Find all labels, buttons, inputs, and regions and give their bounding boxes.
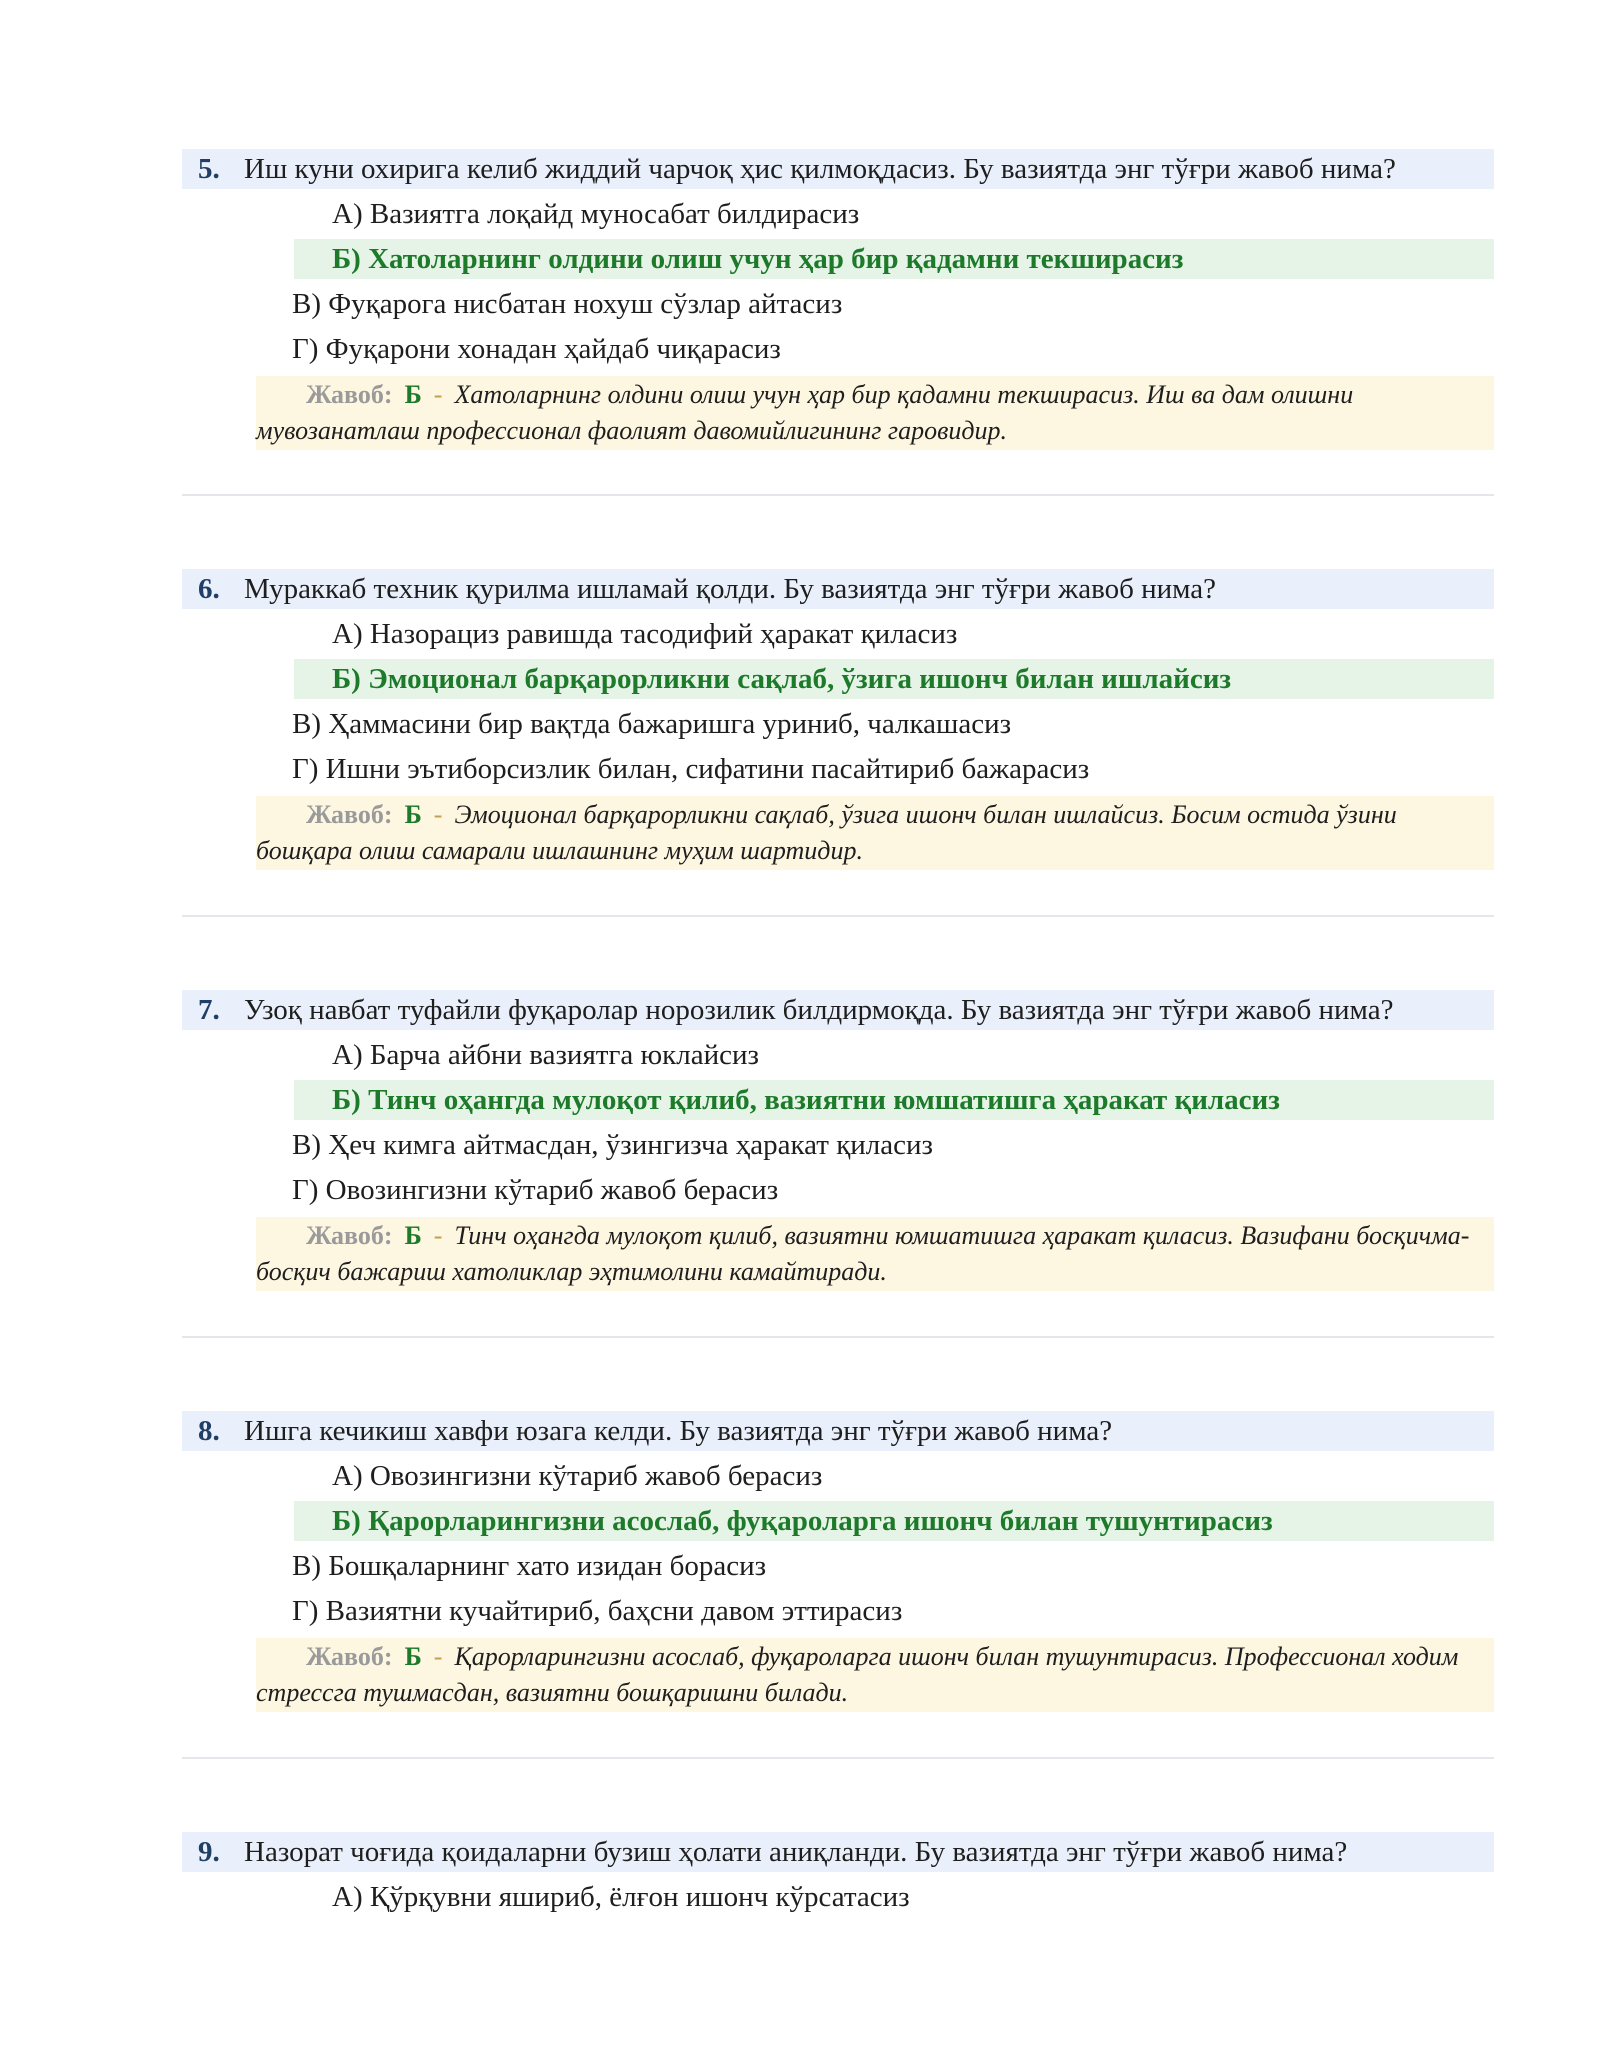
- answer-explanation: Қарорларингизни асослаб, фуқароларга ишонч билан тушунтирасиз. Профессионал ходим стрессга тушмасдан, вазиятни бошқаришни билади.: [256, 1642, 1459, 1707]
- answer-box: [256, 376, 1494, 450]
- divider: [182, 915, 1494, 917]
- option-a: А) Барча айбни вазиятга юклайсиз: [332, 1039, 759, 1071]
- question-9: [182, 1832, 1494, 1913]
- answer-box: [256, 796, 1494, 870]
- divider: [182, 1336, 1494, 1338]
- question-header: [182, 1411, 1494, 1451]
- option-a: А) Қўрқувни яшириб, ёлғон ишонч кўрсатасиз: [332, 1881, 910, 1913]
- question-number: 9.: [198, 1836, 220, 1868]
- answer-dash: -: [433, 800, 443, 829]
- option-b-correct: Б) Хатоларнинг олдини олиш учун ҳар бир қадамни текширасиз: [294, 239, 1494, 279]
- question-number: 5.: [198, 153, 220, 185]
- answer-label: Жавоб:: [306, 1642, 393, 1671]
- question-header: [182, 990, 1494, 1030]
- answer-letter: Б: [404, 1642, 422, 1671]
- question-header: [182, 149, 1494, 189]
- answer-box: [256, 1638, 1494, 1712]
- answer-dash: -: [433, 1642, 443, 1671]
- question-number: 8.: [198, 1415, 220, 1447]
- answer-dash: -: [433, 1221, 443, 1250]
- option-v: В) Фуқарога нисбатан нохуш сўзлар айтасиз: [292, 288, 843, 320]
- option-g: Г) Фуқарони хонадан ҳайдаб чиқарасиз: [292, 333, 781, 365]
- answer-explanation: Хатоларнинг олдини олиш учун ҳар бир қадамни текширасиз. Иш ва дам олишни мувозанатлаш профессионал фаолият давомийлигининг гаровидир.: [256, 380, 1354, 445]
- option-b-correct: Б) Тинч оҳангда мулоқот қилиб, вазиятни юмшатишга ҳаракат қиласиз: [294, 1080, 1494, 1120]
- answer-letter: Б: [404, 1221, 422, 1250]
- question-number: 6.: [198, 573, 220, 605]
- question-6: [182, 569, 1494, 865]
- question-number: 7.: [198, 994, 220, 1026]
- option-b-correct: Б) Қарорларингизни асослаб, фуқароларга ишонч билан тушунтирасиз: [294, 1501, 1494, 1541]
- question-8: [182, 1411, 1494, 1707]
- option-a: А) Овозингизни кўтариб жавоб берасиз: [332, 1460, 823, 1492]
- answer-explanation: Эмоционал барқарорликни сақлаб, ўзига ишонч билан ишлайсиз. Босим остида ўзини бошқара олиш самарали ишлашнинг муҳим шартидир.: [256, 800, 1397, 865]
- answer-label: Жавоб:: [306, 380, 393, 409]
- question-text: Ишга кечикиш хавфи юзага келди. Бу вазиятда энг тўғри жавоб нима?: [244, 1415, 1113, 1447]
- option-v: В) Ҳеч кимга айтмасдан, ўзингизча ҳаракат қиласиз: [292, 1129, 933, 1161]
- answer-dash: -: [433, 380, 443, 409]
- question-text: Иш куни охирига келиб жиддий чарчоқ ҳис қилмоқдасиз. Бу вазиятда энг тўғри жавоб нима?: [244, 153, 1396, 185]
- answer-label: Жавоб:: [306, 1221, 393, 1250]
- answer-letter: Б: [404, 380, 422, 409]
- option-a: А) Назорациз равишда тасодифий ҳаракат қиласиз: [332, 618, 958, 650]
- divider: [182, 494, 1494, 496]
- question-header: [182, 569, 1494, 609]
- question-text: Мураккаб техник қурилма ишламай қолди. Бу вазиятда энг тўғри жавоб нима?: [244, 573, 1217, 605]
- question-text: Узоқ навбат туфайли фуқаролар норозилик билдирмоқда. Бу вазиятда энг тўғри жавоб нима?: [244, 994, 1394, 1026]
- question-text: Назорат чоғида қоидаларни бузиш ҳолати аниқланди. Бу вазиятда энг тўғри жавоб нима?: [244, 1836, 1348, 1868]
- answer-label: Жавоб:: [306, 800, 393, 829]
- answer-box: [256, 1217, 1494, 1291]
- answer-explanation: Тинч оҳангда мулоқот қилиб, вазиятни юмшатишга ҳаракат қиласиз. Вазифани босқичма-босқич бажариш хатоликлар эҳтимолини камайтиради.: [256, 1221, 1470, 1286]
- option-a: А) Вазиятга лоқайд муносабат билдирасиз: [332, 198, 860, 230]
- option-g: Г) Ишни эътиборсизлик билан, сифатини пасайтириб бажарасиз: [292, 753, 1090, 785]
- option-g: Г) Овозингизни кўтариб жавоб берасиз: [292, 1174, 779, 1206]
- option-g: Г) Вазиятни кучайтириб, баҳсни давом эттирасиз: [292, 1595, 903, 1627]
- option-v: В) Ҳаммасини бир вақтда бажаришга уриниб, чалкашасиз: [292, 708, 1012, 740]
- question-7: [182, 990, 1494, 1286]
- option-v: В) Бошқаларнинг хато изидан борасиз: [292, 1550, 767, 1582]
- question-5: [182, 149, 1494, 445]
- divider: [182, 1757, 1494, 1759]
- question-header: [182, 1832, 1494, 1872]
- option-b-correct: Б) Эмоционал барқарорликни сақлаб, ўзига ишонч билан ишлайсиз: [294, 659, 1494, 699]
- answer-letter: Б: [404, 800, 422, 829]
